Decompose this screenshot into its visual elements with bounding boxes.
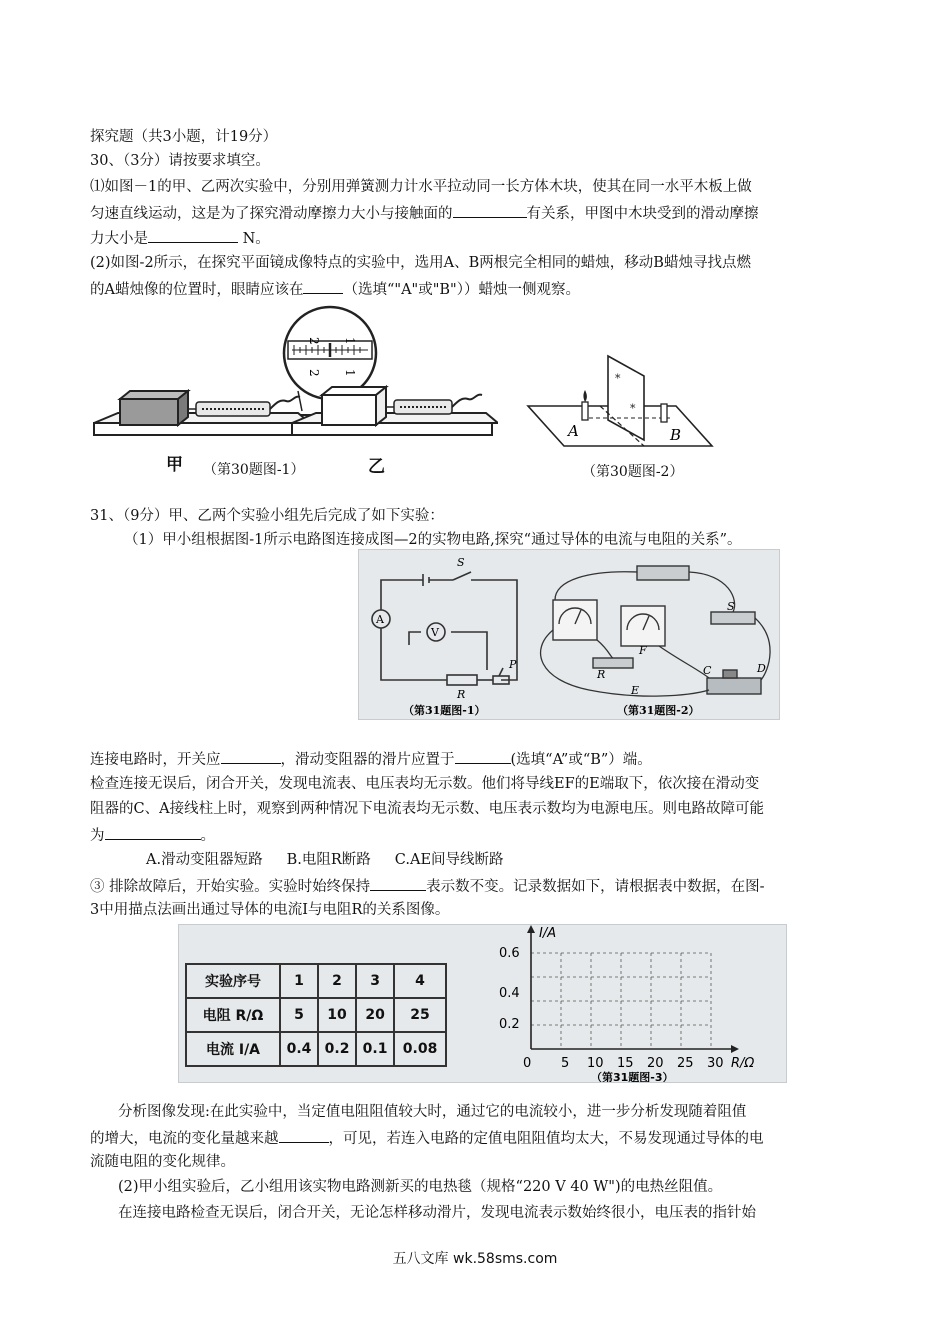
answer-blank[interactable] [105, 825, 201, 840]
q30-heading: 30、（3分）请按要求填空。 [90, 153, 270, 169]
q30-part1-line1: ⑴如图－1的甲、乙两次实验中，分别用弹簧测力计水平拉动同一长方体木块，使其在同一水平木板上做 [90, 179, 752, 195]
q31-analysis-line3: 流随电阻的变化规律。 [90, 1154, 235, 1170]
q30-part1-line3 [90, 228, 270, 248]
option-b: B.电阻R断路 [286, 852, 371, 868]
graph-y-axis-label: I/A [539, 926, 557, 941]
scale-mark-bottom-left: 2 [307, 369, 321, 377]
svg-text:*: * [615, 372, 621, 385]
switch-label-physical: S [727, 600, 735, 613]
scale-mark-top-right: 1 [343, 337, 357, 345]
terminal-d-label: D [757, 662, 766, 675]
text: 。 [200, 828, 215, 844]
figure-label-jia: 甲 [166, 455, 183, 475]
figure-label-yi: 乙 [368, 457, 385, 477]
q31-line-connect [90, 749, 652, 769]
table-cell: 0.1 [356, 1032, 394, 1066]
q31-part1-intro: （1）甲小组根据图-1所示电路图连接成图—2的实物电路,探究“通过导体的电流与电阻的关系”。 [124, 532, 742, 548]
terminal-f-label: F [639, 644, 647, 657]
switch-label: S [457, 556, 465, 569]
answer-blank[interactable] [221, 749, 281, 764]
y-tick-label: 0.4 [499, 986, 520, 1001]
text: 的A蜡烛像的位置时，眼睛应该在 [90, 282, 304, 298]
q31-options [146, 851, 504, 869]
plane-mirror-figure [520, 350, 720, 455]
figure-caption-31-3: （第31题图-3） [591, 1071, 674, 1082]
text: ，滑动变阻器的滑片应置于 [280, 752, 455, 768]
text: 有关系，甲图中木块受到的滑动摩擦 [526, 206, 759, 222]
text: ③ 排除故障后，开始实验。实验时始终保持 [90, 879, 371, 895]
text: ，可见，若连入电路的定值电阻阻值均太大，不易发现通过导体的电 [328, 1131, 764, 1147]
x-tick-label: 30 [707, 1056, 724, 1071]
x-tick-label: 10 [587, 1056, 604, 1071]
answer-blank[interactable] [370, 876, 426, 891]
y-tick-label: 0.6 [499, 946, 520, 961]
answer-blank[interactable] [148, 228, 238, 243]
q31-line-check1: 检查连接无误后，闭合开关，发现电流表、电压表均无示数。他们将导线EF的E端取下，依次接在滑动变 [90, 776, 760, 792]
resistor-label: R [457, 688, 466, 701]
option-a: A.滑动变阻器短路 [146, 852, 263, 868]
circuit-figure [358, 549, 780, 720]
graph-x-axis-label: R/Ω [731, 1056, 755, 1071]
text: 匀速直线运动，这是为了探究滑动摩擦力大小与接触面的 [90, 206, 453, 222]
footer-watermark: 五八文库 wk.58sms.com [392, 1251, 558, 1267]
q31-line-plot: 3中用描点法画出通过导体的电流I与电阻R的关系图像。 [90, 902, 450, 918]
table-cell: 1 [280, 964, 318, 998]
candle-b-label: B [670, 426, 682, 444]
figure-caption-31-1: （第31题图-1） [403, 704, 486, 717]
resistor-label-physical: R [597, 668, 606, 681]
q30-part2-line1: (2)如图-2所示，在探究平面镜成像特点的实验中，选用A、B两根完全相同的蜡烛，移动B蜡烛寻找点燃 [90, 255, 751, 271]
table-cell: 20 [356, 998, 394, 1032]
table-cell: 5 [280, 998, 318, 1032]
table-cell: 10 [318, 998, 356, 1032]
figure-caption-31-2: （第31题图-2） [617, 704, 700, 717]
row-label: 电流 I/A [186, 1032, 280, 1066]
scale-mark-top-left: 2 [307, 337, 321, 345]
q30-part1-line2 [90, 203, 759, 223]
data-figure [178, 924, 787, 1083]
figure-caption-30-2: （第30题图-2） [582, 464, 684, 480]
q31-part2-line2: 在连接电路检查无误后，闭合开关，无论怎样移动滑片，发现电流表示数始终很小，电压表的指针始 [118, 1205, 756, 1221]
option-c: C.AE间导线断路 [394, 852, 504, 868]
figure-caption-30-1: （第30题图-1） [203, 462, 305, 478]
text: 为 [90, 828, 105, 844]
section-title: 探究题（共3小题，计19分） [90, 129, 278, 145]
text: 连接电路时，开关应 [90, 752, 221, 768]
text: 的增大，电流的变化量越来越 [90, 1131, 279, 1147]
text: N。 [238, 231, 270, 247]
candle-a-label: A [568, 422, 579, 440]
q31-line-step3 [90, 876, 765, 896]
q31-analysis-line2 [90, 1128, 764, 1148]
q30-part2-line2 [90, 279, 580, 299]
row-label: 电阻 R/Ω [186, 998, 280, 1032]
terminal-c-label: C [703, 664, 712, 677]
answer-blank[interactable] [455, 749, 511, 764]
answer-blank[interactable] [279, 1128, 329, 1143]
y-tick-label: 0.2 [499, 1017, 520, 1032]
table-cell: 2 [318, 964, 356, 998]
q31-part2-line1: (2)甲小组实验后，乙小组用该实物电路测新买的电热毯（规格“220 V 40 W")的电热丝阻值。 [118, 1179, 723, 1195]
ammeter-label: A [376, 613, 384, 626]
x-tick-label: 5 [561, 1056, 570, 1071]
answer-blank[interactable] [453, 203, 527, 218]
text: 力大小是 [90, 231, 148, 247]
x-tick-label: 20 [647, 1056, 664, 1071]
table-cell: 25 [394, 998, 446, 1032]
terminal-e-label: E [631, 684, 640, 697]
q31-line-fault [90, 825, 215, 845]
text: （选填“"A"或"B"））蜡烛一侧观察。 [343, 282, 580, 298]
text: (选填“A”或“B”）端。 [510, 752, 652, 768]
svg-text:*: * [630, 402, 636, 415]
q31-analysis-line1: 分析图像发现:在此实验中，当定值电阻阻值较大时，通过它的电流较小，进一步分析发现随着阻值 [118, 1104, 747, 1120]
table-cell: 4 [394, 964, 446, 998]
table-cell: 0.4 [280, 1032, 318, 1066]
table-cell: 0.08 [394, 1032, 446, 1066]
text: 表示数不变。记录数据如下，请根据表中数据，在图- [426, 879, 765, 895]
table-cell: 0.2 [318, 1032, 356, 1066]
slider-label: P [509, 658, 517, 671]
q31-line-check2: 阻器的C、A接线柱上时，观察到两种情况下电流表均无示数、电压表示数均为电源电压。则电路故障可能 [90, 801, 765, 817]
row-label: 实验序号 [186, 964, 280, 998]
x-tick-label: 0 [523, 1056, 532, 1071]
q31-heading: 31、（9分）甲、乙两个实验小组先后完成了如下实验： [90, 508, 444, 524]
x-tick-label: 15 [617, 1056, 634, 1071]
friction-experiment-figure [88, 303, 498, 475]
answer-blank[interactable] [303, 279, 343, 294]
voltmeter-label: V [431, 626, 439, 639]
table-cell: 3 [356, 964, 394, 998]
x-tick-label: 25 [677, 1056, 694, 1071]
scale-mark-bottom-right: 1 [343, 369, 357, 377]
